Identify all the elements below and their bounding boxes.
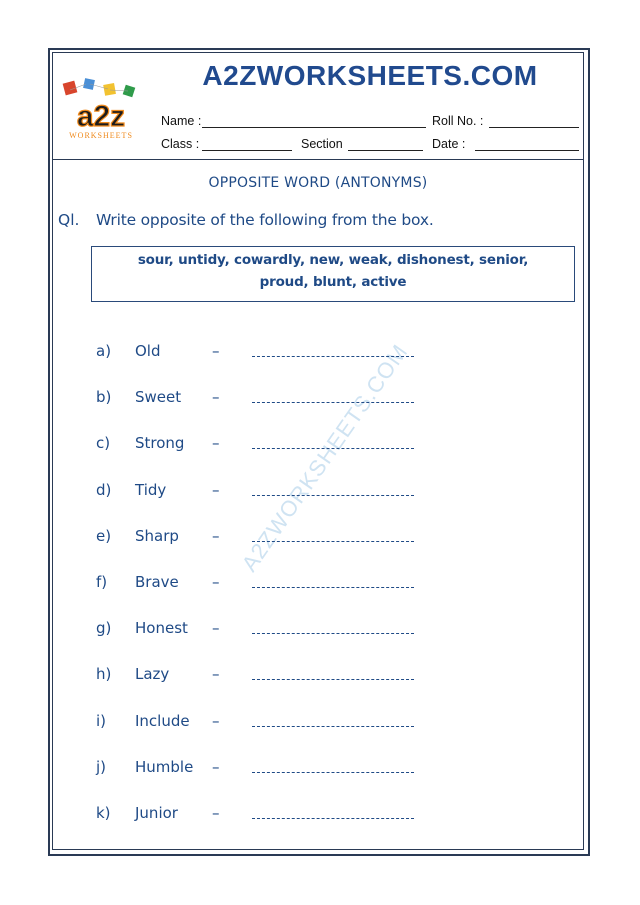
item-word: Lazy (135, 665, 170, 684)
section-label: Section (301, 137, 343, 151)
answer-blank-line[interactable] (252, 495, 414, 496)
item-dash: – (212, 573, 220, 591)
answer-blank-line[interactable] (252, 356, 414, 357)
item-letter: i) (96, 711, 107, 730)
item-word: Humble (135, 757, 194, 776)
word-box-line-2: proud, blunt, active (259, 274, 407, 290)
item-word: Sweet (135, 388, 182, 407)
item-letter: h) (96, 665, 112, 684)
item-word: Tidy (135, 480, 167, 499)
worksheet-title: OPPOSITE WORD (ANTONYMS) (208, 175, 428, 191)
answer-blank-line[interactable] (252, 448, 414, 449)
answer-blank-line[interactable] (252, 772, 414, 773)
roll-no-line (489, 127, 579, 128)
item-dash: – (212, 619, 220, 638)
answer-blank-line[interactable] (252, 726, 414, 727)
date-line (475, 150, 579, 151)
word-box (91, 246, 575, 302)
item-word: Old (135, 342, 161, 360)
section-line (348, 150, 423, 151)
question-text: Write opposite of the following from the box. (96, 211, 434, 229)
item-letter: d) (96, 480, 112, 499)
item-dash: – (212, 434, 220, 453)
item-dash: – (212, 526, 220, 545)
item-word: Strong (135, 434, 185, 453)
item-word: Include (135, 711, 190, 730)
item-dash: – (212, 711, 220, 730)
item-letter: a) (96, 342, 112, 360)
item-dash: – (212, 665, 220, 684)
answer-blank-line[interactable] (252, 587, 414, 588)
name-label: Name : (161, 114, 202, 128)
name-line (202, 127, 426, 128)
item-dash: – (212, 480, 220, 499)
answer-blank-line[interactable] (252, 818, 414, 819)
header-separator (52, 159, 584, 160)
logo-mark-text: a2z (76, 100, 126, 133)
item-letter: b) (96, 388, 112, 407)
item-letter: c) (96, 434, 111, 453)
class-line (202, 150, 292, 151)
item-word: Brave (135, 573, 179, 591)
answer-blank-line[interactable] (252, 679, 414, 680)
question-number: Ql. (58, 211, 80, 229)
item-word: Honest (135, 619, 188, 638)
item-letter: e) (96, 526, 112, 545)
item-dash: – (212, 388, 220, 407)
class-label: Class : (161, 137, 200, 151)
answer-blank-line[interactable] (252, 541, 414, 542)
answer-blank-line[interactable] (252, 402, 414, 403)
item-letter: k) (96, 804, 111, 822)
watermark: A2ZWORKSHEETS.COM (236, 339, 413, 576)
item-dash: – (212, 804, 220, 822)
date-label: Date : (432, 137, 466, 151)
item-word: Sharp (135, 526, 179, 545)
item-letter: g) (96, 619, 112, 638)
a2z-logo (60, 76, 142, 142)
item-dash: – (212, 757, 220, 776)
word-box-line-1: sour, untidy, cowardly, new, weak, dishonest, senior, (137, 252, 529, 268)
site-title: A2ZWORKSHEETS.COM (202, 60, 538, 91)
logo-subtext: WORKSHEETS (69, 131, 133, 140)
answer-blank-line[interactable] (252, 633, 414, 634)
item-dash: – (212, 342, 220, 360)
roll-no-label: Roll No. : (432, 114, 484, 128)
item-letter: j) (96, 757, 107, 776)
item-word: Junior (135, 804, 178, 822)
item-letter: f) (96, 573, 108, 591)
